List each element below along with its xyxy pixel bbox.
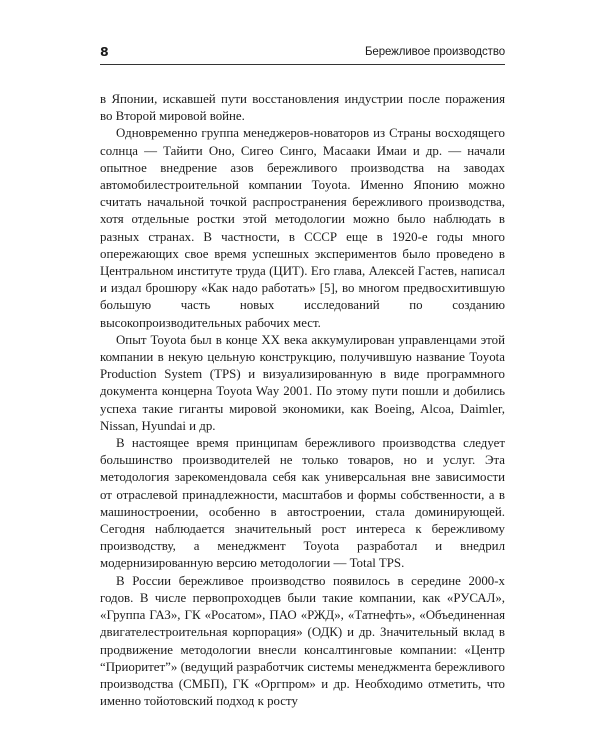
running-title: Бережливое производство (364, 46, 505, 58)
paragraph-current-state: В настоящее время принципам бережливого производства следует большинство производителей не только товаров, но и услуг. Эта методология зарекомендовала себя как универсальная вне зависимости от отраслевой принадлежности, масштабов и формы собственности, а в машиностроении, особенно в автостроении, стала доминирующей. Сегодня наблюдается значительный рост интереса к бережливому производству, а менеджмент Toyota разработал и внедрил модернизированную версию методологии — Total TPS. (100, 436, 505, 571)
body-text (100, 91, 505, 710)
page-number: 8 (100, 44, 109, 59)
paragraph-toyota-origins: Одновременно группа менеджеров-новаторов из Страны восходящего солнца — Тайити Оно, Сигео Синго, Масааки Имаи и др. — начали опытное внедрение азов бережливого производства на заводах автомобилестроительной компании Toyota. Именно Японию можно считать начальной точкой распространения бережливого производства, хотя отдельные ростки этой методологии можно было наблюдать в разных странах. В частности, в СССР еще в 1920-е годы много опережающих свое время успешных экспериментов было проведено в Центральном институте труда (ЦИТ). Его глава, Алексей Гастев, написал и издал брошюру «Как надо работать» [5], во многом предвосхитившую большую часть новых исследований по созданию высокопроизводительных рабочих мест. (100, 126, 505, 330)
paragraph-continuation: в Японии, искавшей пути восстановления индустрии после поражения во Второй мировой войне. (100, 92, 505, 124)
paragraph-russia: В России бережливое производство появилось в середине 2000-х годов. В числе первопроходцев были такие компании, как «РУСАЛ», «Группа ГАЗ», ГК «Росатом», ПАО «РЖД», «Татнефть», «Объединенная двигателестроительная корпорация» (ОДК) и др. Значительный вклад в продвижение методологии внесли консалтинговые компании: «Центр “Приоритет”» (ведущий разработчик системы менеджмента бережливого производства (СМБП), ГК «Оргпром» и др. Необходимо отметить, что именно тойотовский подход к росту (100, 573, 505, 709)
paragraph-toyota-production-system: Опыт Toyota был в конце XX века аккумулирован управленцами этой компании в некую цельную конструкцию, получившую название Toyota Production System (TPS) и визуализированную в виде программного документа концерна Toyota Way 2001. По этому пути пошли и добились успеха такие гиганты мировой экономики, как Boeing, Alcoa, Daimler, Nissan, Hyundai и др. (100, 332, 505, 433)
page-header (100, 44, 505, 64)
header-rule (100, 64, 505, 65)
